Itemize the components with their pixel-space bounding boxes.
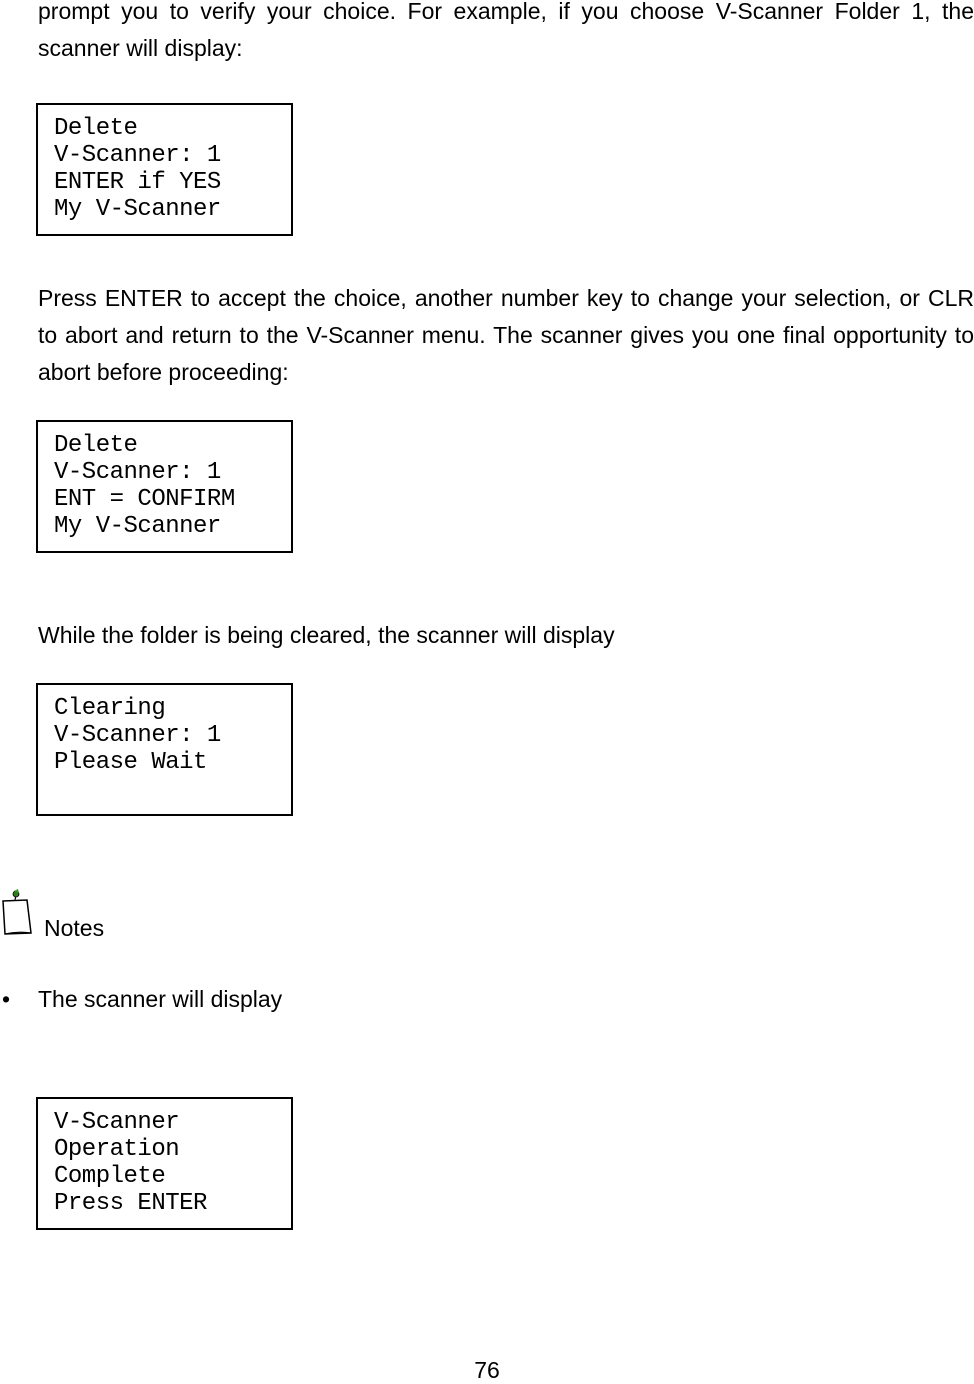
- lcd-line: V-Scanner: 1: [54, 142, 221, 169]
- notes-list-item: The scanner will display: [38, 986, 283, 1012]
- lcd-line: ENT = CONFIRM: [54, 486, 235, 513]
- lcd-line: My V-Scanner: [54, 513, 221, 540]
- lcd-line: V-Scanner: 1: [54, 459, 221, 486]
- lcd-display-complete: [36, 1097, 293, 1230]
- notepad-icon: [0, 887, 36, 939]
- lcd-line: Complete: [54, 1163, 166, 1190]
- lcd-line: Press ENTER: [54, 1190, 207, 1217]
- lcd-display-verify: [36, 103, 293, 236]
- clearing-paragraph: While the folder is being cleared, the scanner will display: [38, 622, 615, 648]
- lcd-line: [54, 776, 291, 803]
- lcd-display-clearing: [36, 683, 293, 816]
- accept-paragraph: Press ENTER to accept the choice, another number key to change your selection, or CLR to abort and return to the V-Scanner menu. The scanner gives you one final opportunity to abort before proceeding:: [38, 285, 974, 385]
- lcd-line: Clearing: [54, 695, 166, 722]
- lcd-line: Delete: [54, 115, 138, 142]
- page-number: 76: [474, 1357, 500, 1383]
- lcd-line: Operation: [54, 1136, 180, 1163]
- lcd-line: My V-Scanner: [54, 196, 221, 223]
- notes-heading: Notes: [44, 915, 105, 941]
- lcd-line: V-Scanner: 1: [54, 722, 221, 749]
- lcd-display-confirm: [36, 420, 293, 553]
- lcd-line: V-Scanner: [54, 1109, 180, 1136]
- intro-paragraph: prompt you to verify your choice. For example, if you choose V-Scanner Folder 1, the scanner will display:: [38, 0, 974, 61]
- lcd-line: ENTER if YES: [54, 169, 221, 196]
- bullet-marker: •: [2, 986, 11, 1012]
- lcd-line: Please Wait: [54, 749, 207, 776]
- lcd-line: Delete: [54, 432, 138, 459]
